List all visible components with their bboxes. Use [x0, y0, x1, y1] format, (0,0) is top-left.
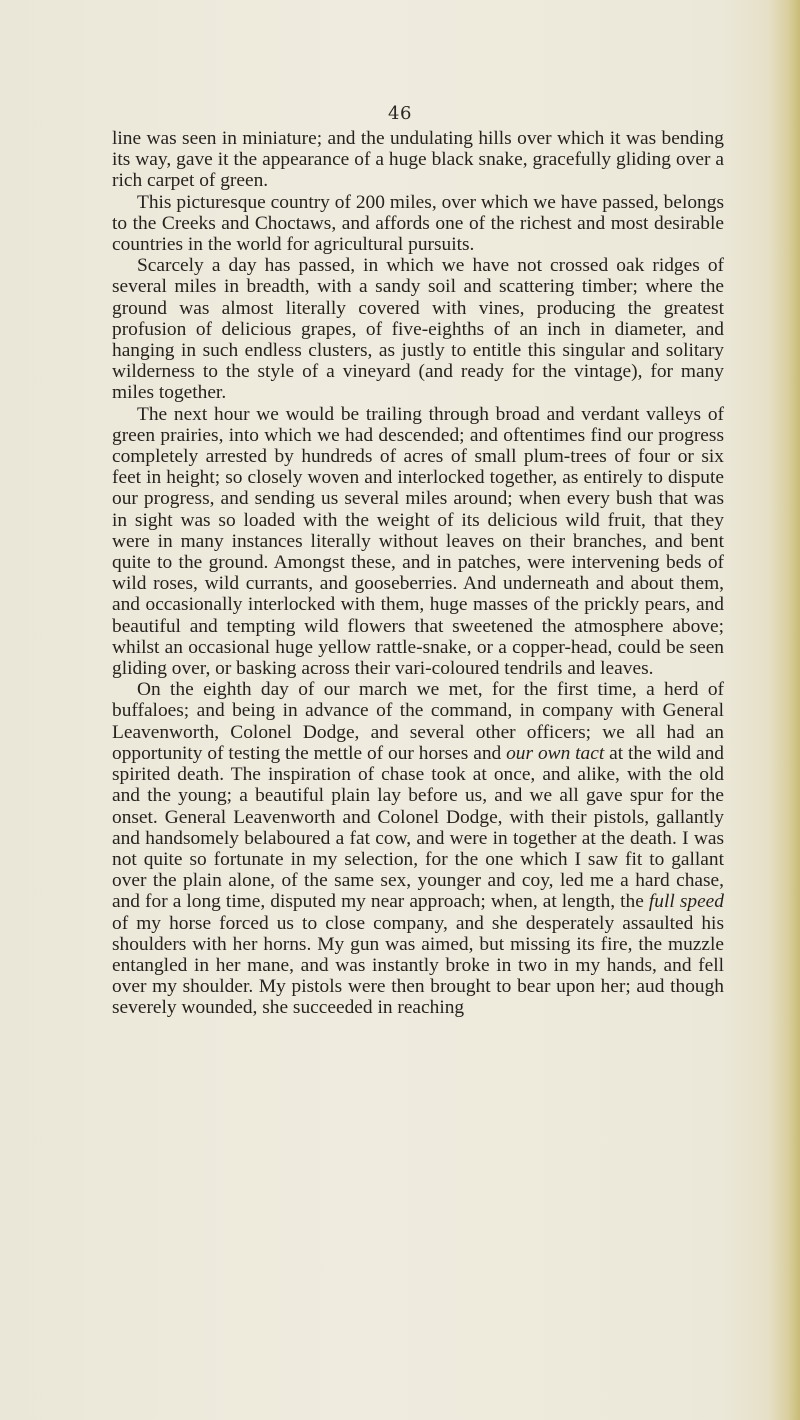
- paragraph-3: Scarcely a day has passed, in which we have not crossed oak ridges of several miles in breadth, with a sandy soil and scattering timber; where the ground was almost literally covered with vines, producing the greatest profusion of delicious grapes, of five-eighths of an inch in diameter, and hanging in such endless clusters, as justly to entitle this singular and solitary wilderness to the style of a vineyard (and ready for the vintage), for many miles together.: [112, 255, 724, 404]
- page-number: 46: [388, 103, 412, 124]
- body-text: [112, 128, 724, 1019]
- paragraph-4: The next hour we would be trailing through broad and verdant valleys of green prairies, into which we had descended; and oftentimes find our progress completely arrested by hundreds of acres of small plum-trees of four or six feet in height; so closely woven and interlocked together, as entirely to dispute our progress, and sending us several miles around; when every bush that was in sight was so loaded with the weight of its delicious wild fruit, that they were in many instances literally without leaves on their branches, and bent quite to the ground. Amongst these, and in patches, were intervening beds of wild roses, wild currants, and gooseberries. And underneath and about them, and occasionally interlocked with them, huge masses of the prickly pears, and beautiful and tempting wild flowers that sweetened the atmosphere above; whilst an occasional huge yellow rattle-snake, or a copper-head, could be seen gliding over, or basking across their vari-coloured tendrils and leaves.: [112, 403, 724, 680]
- paragraph-5: [112, 679, 724, 1018]
- italic-phrase-full-speed: full speed: [648, 891, 724, 913]
- italic-phrase-own-tact: our own tact: [506, 742, 605, 764]
- paragraph-5-text-a: On the eighth day of our march we met, for the first time, a herd of buffaloes; and being in advance of the command, in company with General Leavenworth, Colonel Dodge, and several other officers; we all had an opportunity of testing the mettle of our horses and: [112, 679, 724, 764]
- paragraph-2: This picturesque country of 200 miles, over which we have passed, belongs to the Creeks and Choctaws, and affords one of the richest and most desirable countries in the world for agricultural pursuits.: [112, 191, 724, 256]
- paragraph-5-text-b: at the wild and spirited death. The inspiration of chase took at once, and alike, with the old and the young; a beautiful plain lay before us, and we all gave spur for the onset. General Leavenworth and Colonel Dodge, with their pistols, gallantly and handsomely belaboured a fat cow, and were in together at the death. I was not quite so fortunate in my selection, for the one which I saw fit to gallant over the plain alone, of the same sex, younger and coy, led me a hard chase, and for a long time, disputed my near approach; when, at length, the: [112, 742, 724, 913]
- paragraph-1: line was seen in miniature; and the undulating hills over which it was bending its way, gave it the appearance of a huge black snake, gracefully gliding over a rich carpet of green.: [112, 128, 724, 192]
- paragraph-5-text-c: of my horse forced us to close company, and she desperately assaulted his shoulders with her horns. My gun was aimed, but missing its fire, the muzzle entangled in her mane, and was instantly broke in two in my hands, and fell over my shoulder. My pistols were then brought to bear upon her; aud though severely wounded, she succeeded in reaching: [112, 912, 724, 1019]
